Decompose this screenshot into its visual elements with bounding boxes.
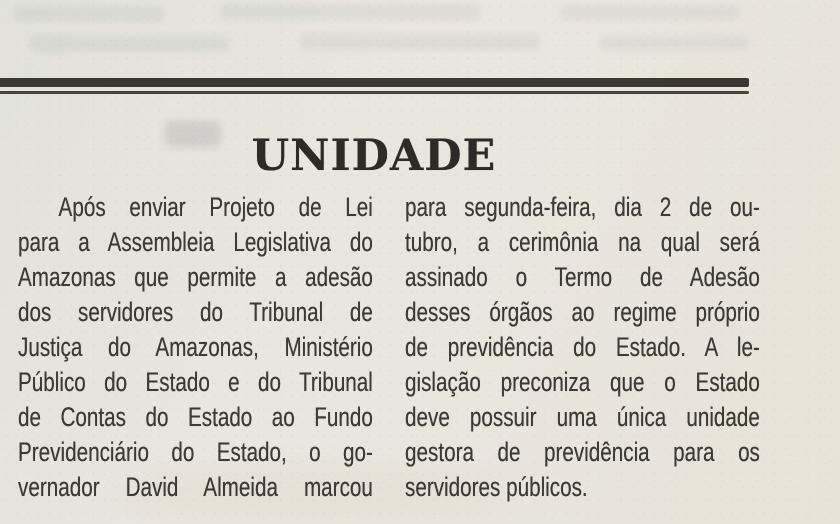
body-line: gestora de previdência para os <box>405 437 760 467</box>
body-line: Após enviar Projeto de Lei <box>58 192 373 222</box>
body-line: Público do Estado e do Tribunal <box>18 367 373 397</box>
column-left <box>18 190 373 510</box>
body-line: para a Assembleia Legislativa do <box>18 227 373 257</box>
body-line: servidores públicos. <box>405 472 588 502</box>
print-bleed-artifact <box>560 5 740 20</box>
print-bleed-artifact <box>30 36 230 52</box>
column-left-text <box>18 190 373 505</box>
print-bleed-artifact <box>600 35 750 50</box>
body-line: Amazonas que permite a adesão <box>18 262 373 292</box>
column-right-text <box>405 190 760 505</box>
body-line: para segunda-feira, dia 2 de ou- <box>405 192 760 222</box>
body-line: tubro, a cerimônia na qual será <box>405 227 760 257</box>
print-bleed-artifact <box>300 34 540 50</box>
body-line: Previdenciário do Estado, o go- <box>18 437 373 467</box>
column-right <box>405 190 760 510</box>
print-bleed-artifact <box>14 6 164 21</box>
divider-thick-line <box>0 78 749 87</box>
body-line: dos servidores do Tribunal de <box>18 297 373 327</box>
body-line: vernador David Almeida marcou <box>18 472 373 502</box>
article-headline: UNIDADE <box>251 131 497 181</box>
article-body <box>18 190 760 510</box>
body-line: Justiça do Amazonas, Ministério <box>18 332 373 362</box>
body-line: de Contas do Estado ao Fundo <box>18 402 373 432</box>
body-line: gislação preconiza que o Estado <box>405 367 760 397</box>
body-line: de previdência do Estado. A le- <box>405 332 760 362</box>
body-line: assinado o Termo de Adesão <box>405 262 760 292</box>
section-divider-rule <box>0 78 749 94</box>
print-bleed-artifact <box>220 4 480 20</box>
body-line: desses órgãos ao regime próprio <box>405 297 760 327</box>
body-line: deve possuir uma única unidade <box>405 402 760 432</box>
divider-thin-line <box>0 91 749 94</box>
